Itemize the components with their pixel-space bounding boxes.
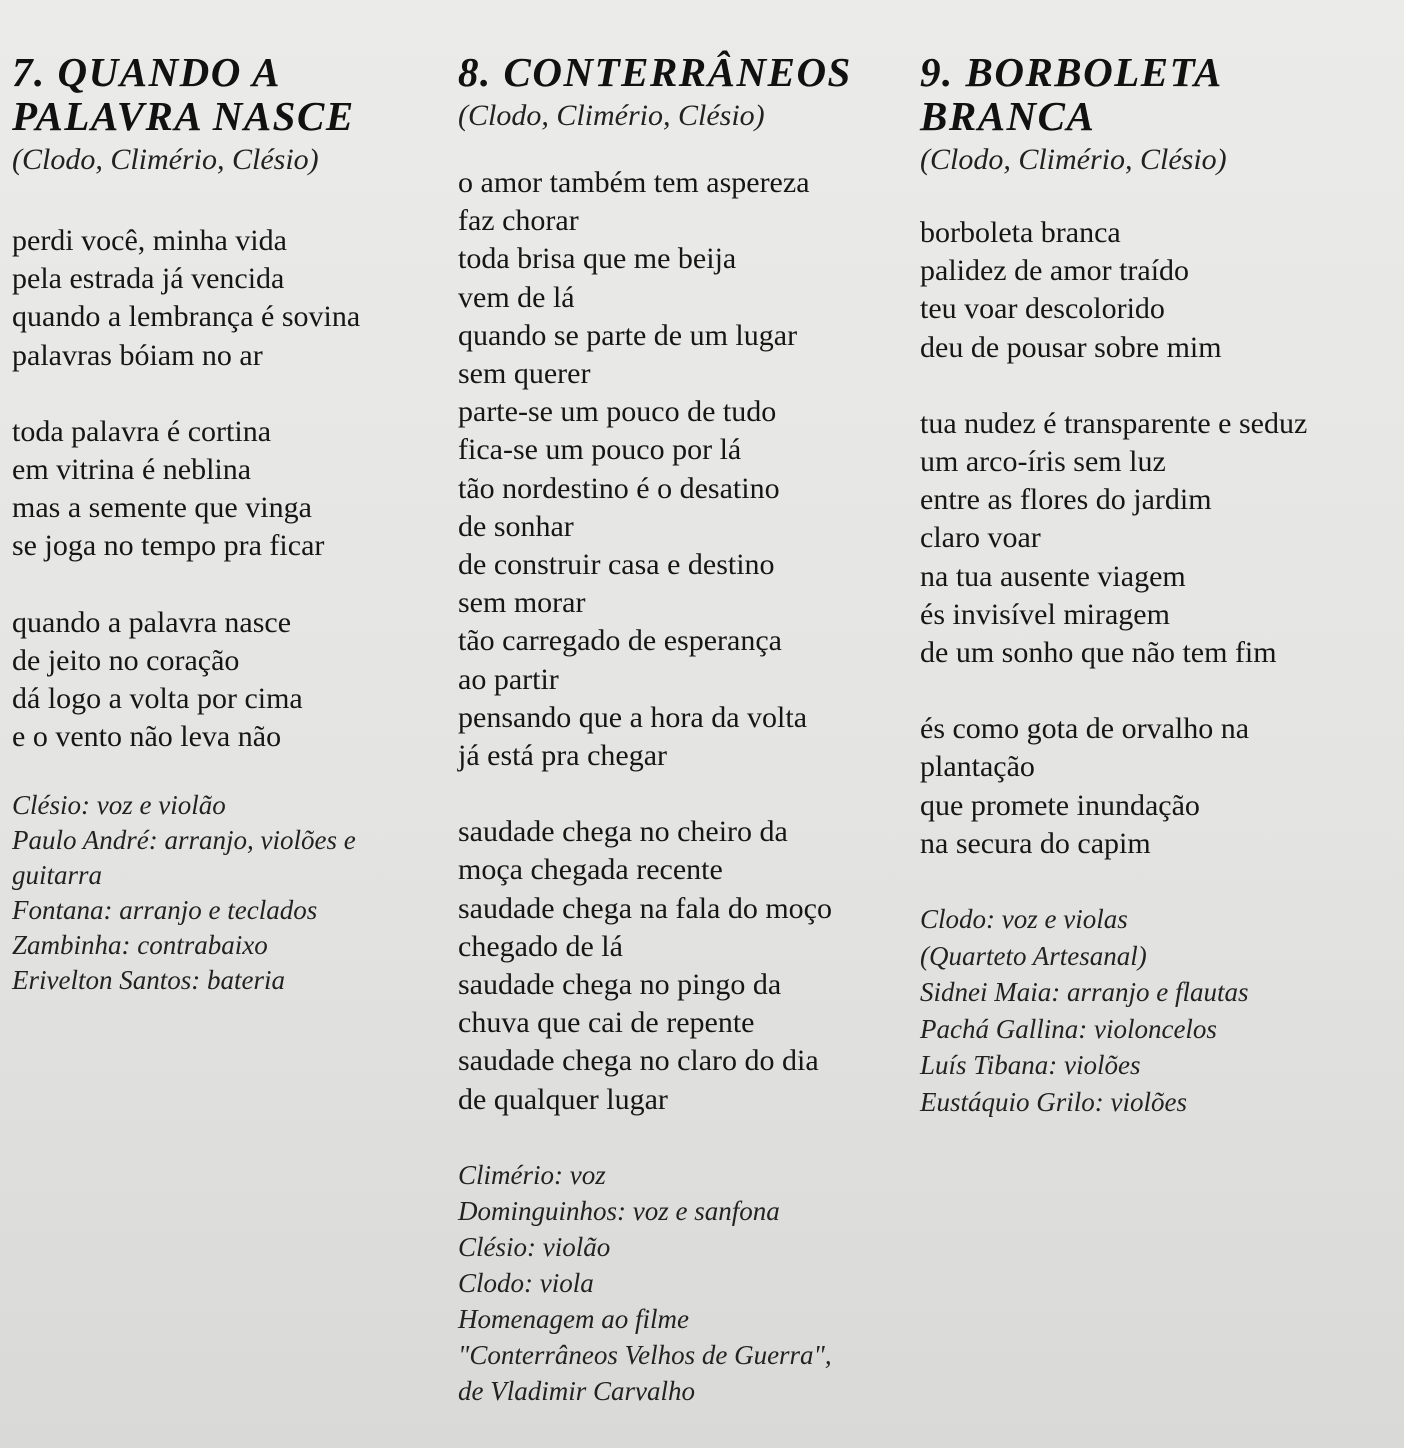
- song-authors: (Clodo, Climério, Clésio): [458, 99, 765, 132]
- song-title-line: PALAVRA NASCE: [12, 93, 355, 139]
- credit-line: Clodo: voz e violas: [920, 904, 1128, 935]
- lyric-line: quando a palavra nasce: [12, 605, 292, 639]
- lyric-line: perdi você, minha vida: [12, 224, 287, 257]
- lyric-line: e o vento não leva não: [12, 720, 282, 754]
- lyric-line: se joga no tempo pra ficar: [12, 529, 325, 563]
- lyric-line: chegado de lá: [458, 929, 623, 963]
- credit-line: Fontana: arranjo e teclados: [12, 895, 318, 926]
- song-8-column: [458, 50, 908, 1409]
- lyric-line: deu de pousar sobre mim: [920, 330, 1222, 364]
- lyric-line: vem de lá: [458, 280, 575, 314]
- lyrics-stanza: [12, 413, 432, 566]
- credit-line: (Quarteto Artesanal): [920, 940, 1147, 971]
- credit-line: Climério: voz: [458, 1159, 606, 1190]
- lyric-line: quando a lembrança é sovina: [12, 300, 361, 334]
- lyric-line: parte-se um pouco de tudo: [458, 395, 777, 429]
- credit-line: de Vladimir Carvalho: [458, 1375, 695, 1406]
- lyric-line: quando se parte de um lugar: [458, 318, 798, 352]
- song-lyrics: [458, 164, 908, 1119]
- credit-line: Clodo: viola: [458, 1267, 594, 1298]
- lyric-line: um arco-íris sem luz: [920, 445, 1166, 479]
- lyric-line: toda brisa que me beija: [458, 242, 737, 276]
- lyrics-stanza: [920, 214, 1400, 367]
- lyric-line: saudade chega no pingo da: [458, 968, 782, 1002]
- credit-line: Dominguinhos: voz e sanfona: [458, 1195, 780, 1226]
- lyric-line: teu voar descolorido: [920, 292, 1165, 326]
- credit-line: Paulo André: arranjo, violões e guitarra: [12, 825, 356, 891]
- credit-line: Sidnei Maia: arranjo e flautas: [920, 977, 1249, 1008]
- song-lyrics: [920, 214, 1400, 863]
- lyric-line: moça chegada recente: [458, 853, 723, 887]
- credit-line: Zambinha: contrabaixo: [12, 930, 268, 961]
- credit-line: Homenagem ao filme: [458, 1303, 689, 1334]
- song-7-column: [12, 50, 432, 998]
- lyric-line: tão carregado de esperança: [458, 624, 782, 658]
- credit-line: Luís Tibana: violões: [920, 1050, 1141, 1081]
- lyrics-stanza: [12, 222, 432, 375]
- song-credits: [12, 788, 432, 998]
- lyric-line: chuva que cai de repente: [458, 1006, 755, 1040]
- song-title-line: 7. QUANDO A: [12, 49, 281, 95]
- song-title-line: 9. BORBOLETA: [920, 49, 1223, 95]
- lyric-line: ao partir: [458, 662, 559, 696]
- credit-line: Clésio: violão: [458, 1231, 611, 1262]
- lyric-line: de um sonho que não tem fim: [920, 636, 1277, 670]
- lyric-line: toda palavra é cortina: [12, 414, 272, 448]
- lyrics-stanza: [12, 604, 432, 757]
- song-credits: [458, 1157, 908, 1409]
- song-9-column: [920, 50, 1400, 1120]
- song-title: [920, 50, 1400, 138]
- credit-line: Erivelton Santos: bateria: [12, 965, 285, 996]
- song-title-line: 8. CONTERRÂNEOS: [458, 49, 852, 95]
- lyric-line: palidez de amor traído: [920, 254, 1190, 288]
- lyric-line: pensando que a hora da volta: [458, 700, 808, 734]
- lyric-line: faz chorar: [458, 204, 579, 238]
- credit-line: Pachá Gallina: violoncelos: [920, 1013, 1217, 1044]
- song-lyrics: [12, 222, 432, 756]
- lyric-line: entre as flores do jardim: [920, 483, 1212, 517]
- lyrics-stanza: [920, 405, 1400, 672]
- lyric-line: de construir casa e destino: [458, 548, 775, 582]
- credit-line: "Conterrâneos Velhos de Guerra",: [458, 1339, 832, 1370]
- lyric-line: de sonhar: [458, 509, 574, 543]
- lyric-line: sem morar: [458, 586, 586, 620]
- lyric-line: de qualquer lugar: [458, 1082, 668, 1116]
- lyric-line: saudade chega no claro do dia: [458, 1044, 819, 1078]
- lyric-line: palavras bóiam no ar: [12, 338, 263, 372]
- song-title: [458, 50, 908, 94]
- lyric-line: és como gota de orvalho na: [920, 712, 1250, 746]
- lyric-line: saudade chega na fala do moço: [458, 891, 832, 925]
- song-authors: (Clodo, Climério, Clésio): [12, 143, 319, 176]
- lyric-line: pela estrada já vencida: [12, 262, 285, 296]
- lyric-line: na secura do capim: [920, 826, 1151, 860]
- lyric-line: tão nordestino é o desatino: [458, 471, 780, 505]
- song-authors: (Clodo, Climério, Clésio): [920, 143, 1227, 176]
- lyric-line: és invisível miragem: [920, 597, 1170, 631]
- lyric-line: saudade chega no cheiro da: [458, 815, 788, 849]
- lyric-line: tua nudez é transparente e seduz: [920, 406, 1308, 440]
- lyrics-stanza: [920, 710, 1400, 863]
- lyric-line: claro voar: [920, 521, 1041, 555]
- lyric-line: dá logo a volta por cima: [12, 682, 303, 716]
- lyric-line: em vitrina é neblina: [12, 453, 252, 487]
- song-title: [12, 50, 432, 138]
- lyric-line: já está pra chegar: [458, 739, 668, 773]
- song-credits: [920, 901, 1400, 1120]
- lyrics-stanza: [458, 164, 908, 775]
- lyric-line: fica-se um pouco por lá: [458, 433, 742, 467]
- lyric-line: plantação: [920, 750, 1035, 784]
- lyric-line: de jeito no coração: [12, 643, 240, 677]
- lyric-line: borboleta branca: [920, 216, 1121, 249]
- credit-line: Clésio: voz e violão: [12, 790, 226, 821]
- credit-line: Eustáquio Grilo: violões: [920, 1086, 1187, 1117]
- lyric-line: mas a semente que vinga: [12, 491, 312, 525]
- lyric-line: que promete inundação: [920, 788, 1200, 822]
- lyric-line: o amor também tem aspereza: [458, 166, 810, 199]
- lyric-line: sem querer: [458, 357, 591, 391]
- song-title-line: BRANCA: [920, 93, 1096, 139]
- lyric-line: na tua ausente viagem: [920, 559, 1186, 593]
- lyrics-stanza: [458, 813, 908, 1119]
